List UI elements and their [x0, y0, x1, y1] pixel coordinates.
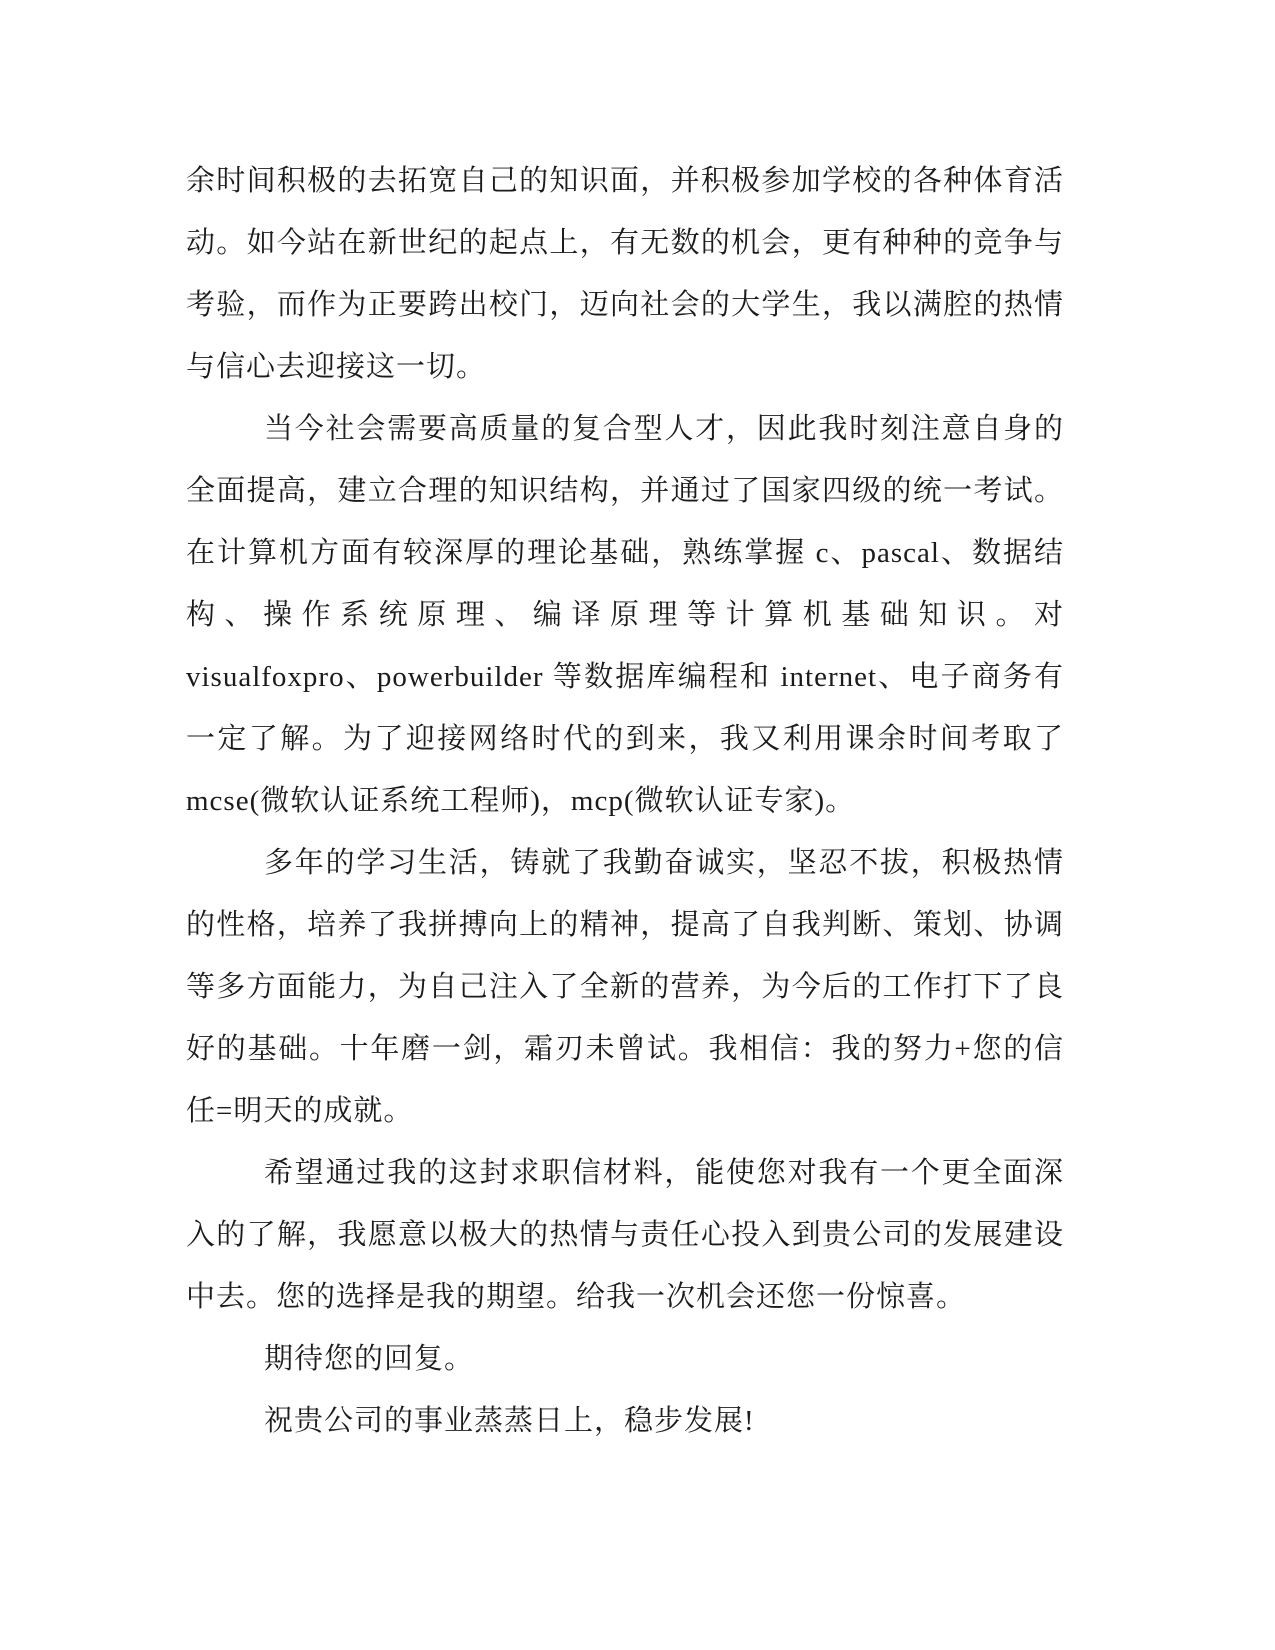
paragraph-qualifications: 当今社会需要高质量的复合型人才，因此我时刻注意自身的全面提高，建立合理的知识结构，并通过了国家四级的统一考试。在计算机方面有较深厚的理论基础，熟练掌握 c、pascal、数据结构、操作系统原理、编译原理等计算机基础知识。对 visualfoxpro、powerbuilder 等数据库编程和 internet、电子商务有一定了解。为了迎接网络时代的到来，我又利用课余时间考取了 mcse(微软认证系统工程师)，mcp(微软认证专家)。 — [186, 413, 1064, 817]
paragraph-well-wishes: 祝贵公司的事业蒸蒸日上，稳步发展! — [264, 1405, 755, 1437]
document-body — [186, 150, 1064, 1452]
paragraph-continuation: 余时间积极的去拓宽自己的知识面，并积极参加学校的各种体育活动。如今站在新世纪的起点上，有无数的机会，更有种种的竞争与考验，而作为正要跨出校门，迈向社会的大学生，我以满腔的热情与信心去迎接这一切。 — [186, 165, 1064, 383]
paragraph-hope: 希望通过我的这封求职信材料，能使您对我有一个更全面深入的了解，我愿意以极大的热情与责任心投入到贵公司的发展建设中去。您的选择是我的期望。给我一次机会还您一份惊喜。 — [186, 1157, 1064, 1313]
paragraph-await-reply: 期待您的回复。 — [264, 1343, 475, 1375]
paragraph-character: 多年的学习生活，铸就了我勤奋诚实，坚忍不拔，积极热情的性格，培养了我拼搏向上的精神，提高了自我判断、策划、协调等多方面能力，为自己注入了全新的营养，为今后的工作打下了良好的基础。十年磨一剑，霜刃未曾试。我相信：我的努力+您的信任=明天的成就。 — [186, 847, 1064, 1127]
